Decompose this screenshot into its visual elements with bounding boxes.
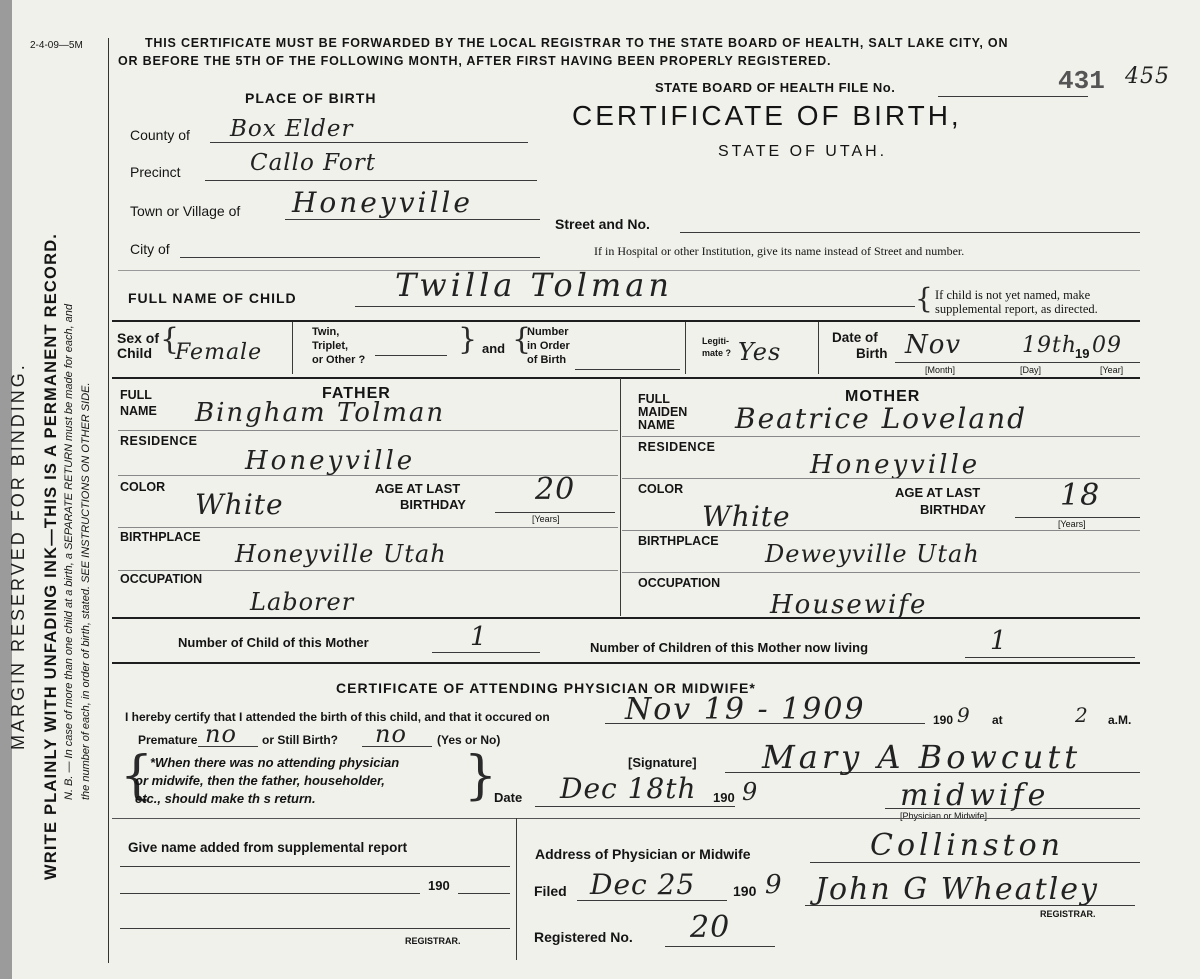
physician-note-1: *When there was no attending physician	[150, 755, 400, 770]
name-note-brace: {	[915, 282, 933, 315]
registrar-caption: REGISTRAR.	[1040, 909, 1096, 919]
twin-brace: }	[458, 322, 478, 357]
sex-label-2: Child	[117, 345, 152, 361]
order-label-1: Number	[527, 326, 569, 338]
father-name-label: NAME	[120, 404, 157, 418]
at-label: at	[992, 713, 1003, 727]
mother-occupation-value: Housewife	[770, 590, 928, 620]
physician-note-2: or midwife, then the father, householder,	[135, 773, 385, 788]
rule-bottom-section	[112, 818, 1140, 819]
sex-label-1: Sex of	[117, 330, 160, 346]
mother-age-label-2: BIRTHDAY	[920, 502, 986, 517]
file-number-handwritten: 455	[1125, 64, 1170, 89]
legit-label-1: Legiti-	[702, 336, 729, 346]
address-label: Address of Physician or Midwife	[535, 846, 751, 862]
registered-label: Registered No.	[534, 929, 633, 945]
twin-line	[375, 355, 447, 356]
town-value: Honeyville	[292, 186, 473, 219]
father-occupation-label: OCCUPATION	[120, 572, 203, 586]
signature-value: Mary A Bowcutt	[762, 738, 1082, 776]
city-line	[180, 257, 540, 258]
physician-date-line	[535, 806, 735, 807]
precinct-label: Precinct	[130, 164, 181, 180]
child-number-value: 1	[470, 622, 488, 652]
county-label: County of	[130, 127, 190, 143]
father-age-value: 20	[535, 472, 576, 507]
occurred-value: Nov 19 - 1909	[625, 692, 866, 727]
and-label: and	[482, 341, 506, 356]
notice-line-1: THIS CERTIFICATE MUST BE FORWARDED BY THE LOCAL REGISTRAR TO THE STATE BOARD OF HEALTH, SALT LAKE CITY, ON	[145, 36, 1009, 50]
physician-heading: CERTIFICATE OF ATTENDING PHYSICIAN OR MIDWIFE*	[336, 680, 756, 696]
father-name-line	[118, 430, 618, 431]
place-of-birth-heading: PLACE OF BIRTH	[245, 90, 377, 106]
twin-label-3: or Other ?	[312, 354, 366, 366]
father-color-value: White	[195, 488, 284, 521]
birth-time-value: 2	[1075, 703, 1089, 727]
sex-brace: {	[160, 322, 180, 357]
rule-physician-top	[112, 662, 1140, 664]
hospital-note: If in Hospital or other Institution, give its name instead of Street and number.	[594, 244, 965, 258]
registrar-line	[805, 905, 1135, 906]
role-caption: [Physician or Midwife]	[900, 811, 988, 821]
father-color-line	[118, 527, 618, 528]
file-number-label: STATE BOARD OF HEALTH FILE No.	[655, 80, 896, 95]
living-line	[965, 657, 1135, 658]
father-heading: FATHER	[322, 385, 391, 402]
year-caption: [Year]	[1100, 365, 1124, 375]
premature-label: Premature	[138, 733, 198, 747]
signature-label: [Signature]	[628, 755, 697, 770]
supplemental-registrar-caption: REGISTRAR.	[405, 936, 461, 946]
registrar-signature: John G Wheatley	[815, 872, 1099, 907]
rule-child-bottom	[112, 377, 1140, 379]
father-name-value: Bingham Tolman	[195, 398, 446, 428]
still-birth-value: no	[375, 720, 407, 748]
physician-date-year: 190	[713, 790, 735, 805]
physician-role-value: midwife	[900, 778, 1050, 813]
child-name-value: Twilla Tolman	[395, 266, 673, 304]
still-birth-label: or Still Birth?	[262, 733, 338, 747]
premature-value: no	[205, 720, 237, 748]
file-number-line	[938, 96, 1088, 97]
birth-time-suffix: a.M.	[1108, 713, 1132, 727]
father-age-label-1: AGE AT LAST	[375, 481, 461, 496]
note-brace-left: {	[120, 746, 154, 806]
mother-age-value: 18	[1060, 478, 1101, 513]
filed-year: 190	[733, 883, 757, 899]
mother-birthplace-value: Deweyville Utah	[765, 540, 980, 568]
town-label: Town or Village of	[130, 203, 241, 219]
father-residence-label: RESIDENCE	[120, 434, 198, 448]
registered-line	[665, 946, 775, 947]
mother-name-label: NAME	[638, 418, 675, 432]
father-age-label-2: BIRTHDAY	[400, 497, 466, 512]
supplemental-line-2	[120, 893, 420, 894]
bottom-divider	[516, 818, 517, 960]
birth-day: 19th	[1022, 333, 1078, 358]
note-brace-right: }	[464, 746, 498, 806]
mother-years-caption: [Years]	[1058, 519, 1086, 529]
father-birthplace-value: Honeyville Utah	[235, 540, 447, 568]
child-number-line	[432, 652, 540, 653]
father-years-caption: [Years]	[532, 514, 560, 524]
order-brace: {	[512, 322, 532, 357]
day-caption: [Day]	[1020, 365, 1042, 375]
child-name-label: FULL NAME OF CHILD	[128, 290, 297, 306]
supplemental-heading: Give name added from supplemental report	[128, 840, 408, 855]
date-label-1: Date of	[832, 330, 878, 345]
father-occupation-value: Laborer	[250, 588, 355, 616]
order-label-2: in Order	[527, 340, 570, 352]
filed-year-hw: 9	[765, 870, 783, 900]
county-line	[210, 142, 528, 143]
living-label: Number of Children of this Mother now living	[590, 640, 869, 655]
father-full-label: FULL	[120, 388, 152, 402]
divider-order	[685, 322, 686, 374]
supplemental-line-1	[120, 866, 510, 867]
filed-value: Dec 25	[590, 868, 696, 901]
name-note-line-2: supplemental report, as directed.	[935, 302, 1098, 316]
name-note-line-1: If child is not yet named, make	[935, 288, 1091, 302]
role-line	[885, 808, 1140, 809]
father-birthplace-label: BIRTHPLACE	[120, 530, 201, 544]
date-label-2: Birth	[856, 346, 888, 361]
binding-note: WRITE PLAINLY WITH UNFADING INK—THIS IS A PERMANENT RECORD.	[42, 232, 60, 880]
physician-note-3: etc., should make th s return.	[135, 791, 316, 806]
birth-month: Nov	[905, 330, 962, 360]
city-label: City of	[130, 241, 170, 257]
margin-reserved-note: MARGIN RESERVED FOR BINDING.	[8, 362, 28, 750]
precinct-value: Callo Fort	[250, 150, 376, 176]
sex-value: Female	[175, 340, 263, 365]
rule-parents-bottom	[112, 617, 1140, 619]
mother-birthplace-line	[622, 572, 1140, 573]
father-age-line	[495, 512, 615, 513]
registered-value: 20	[690, 910, 731, 945]
mother-name-value: Beatrice Loveland	[735, 402, 1028, 435]
physician-date-year-hw: 9	[742, 778, 759, 806]
yes-no-caption: (Yes or No)	[437, 733, 501, 747]
nb-note-line-1: N. B. — In case of more than one child at a birth, a SEPARATE RETURN must be made for each, and	[63, 303, 75, 800]
mother-residence-value: Honeyville	[810, 450, 981, 480]
occurred-year: 190	[933, 713, 954, 727]
legit-label-2: mate ?	[702, 348, 732, 358]
father-color-label: COLOR	[120, 480, 166, 494]
birth-year-prefix: 19	[1075, 346, 1090, 361]
rule-child-top	[112, 320, 1140, 322]
filed-label: Filed	[534, 883, 567, 899]
certificate-title: CERTIFICATE OF BIRTH,	[572, 100, 962, 131]
certificate-subtitle: STATE OF UTAH.	[718, 143, 888, 160]
mother-color-line	[622, 530, 1140, 531]
date-line	[895, 362, 1140, 363]
mother-full-label: FULL	[638, 392, 670, 406]
parents-divider	[620, 378, 621, 616]
street-line	[680, 232, 1140, 233]
child-number-label: Number of Child of this Mother	[178, 635, 369, 650]
precinct-line	[205, 180, 537, 181]
supplemental-line-3	[120, 928, 510, 929]
order-label-3: of Birth	[527, 354, 567, 366]
divider-legit	[818, 322, 819, 374]
mother-heading: MOTHER	[845, 388, 921, 405]
child-name-line	[355, 306, 915, 307]
county-value: Box Elder	[230, 116, 354, 142]
file-number: 431	[1058, 66, 1105, 96]
street-label: Street and No.	[555, 216, 650, 232]
twin-label-1: Twin,	[312, 326, 340, 338]
mother-age-label-1: AGE AT LAST	[895, 485, 981, 500]
mother-color-value: White	[702, 500, 791, 533]
mother-birthplace-label: BIRTHPLACE	[638, 534, 719, 548]
physician-date-value: Dec 18th	[560, 772, 697, 805]
supplemental-year-line	[458, 893, 510, 894]
father-birthplace-line	[118, 570, 618, 571]
mother-residence-label: RESIDENCE	[638, 440, 716, 454]
legit-value: Yes	[738, 338, 782, 366]
mother-occupation-label: OCCUPATION	[638, 576, 721, 590]
birth-year: 09	[1092, 333, 1122, 358]
mother-maiden-label: MAIDEN	[638, 405, 688, 419]
divider-sex	[292, 322, 293, 374]
form-code: 2-4-09—5M	[30, 40, 83, 51]
margin-rule	[108, 38, 109, 963]
nb-note-line-2: the number of each, in order of birth, stated. SEE INSTRUCTIONS ON OTHER SIDE.	[80, 382, 92, 800]
supplemental-year: 190	[428, 878, 450, 893]
physician-date-label: Date	[494, 790, 523, 805]
certify-text: I hereby certify that I attended the birth of this child, and that it occured on	[125, 710, 550, 724]
occurred-year-hw: 9	[957, 703, 971, 727]
living-value: 1	[990, 626, 1008, 656]
mother-age-line	[1015, 517, 1140, 518]
address-value: Collinston	[870, 828, 1064, 863]
father-residence-value: Honeyville	[245, 446, 416, 476]
twin-label-2: Triplet,	[312, 340, 349, 352]
town-line	[285, 219, 540, 220]
mother-name-line	[622, 436, 1140, 437]
mother-color-label: COLOR	[638, 482, 684, 496]
month-caption: [Month]	[925, 365, 956, 375]
notice-line-2: OR BEFORE THE 5TH OF THE FOLLOWING MONTH, AFTER FIRST HAVING BEEN PROPERLY REGISTERED.	[118, 54, 832, 68]
order-line	[575, 369, 680, 370]
